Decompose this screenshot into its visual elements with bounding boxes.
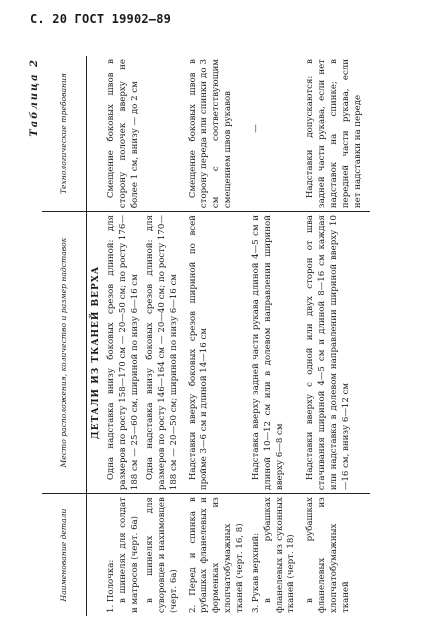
- item-title: 2. Перед и спинка в рубашках фланелевых и форменках из хлопчатобумажных тканей (черт. 16, 8): [187, 497, 245, 613]
- item-title: 1. Полочка:: [106, 559, 117, 613]
- cell-placement: [303, 212, 369, 494]
- column-header-name: Наименование детали: [42, 494, 87, 616]
- requirements-table: [42, 56, 370, 616]
- table-row: [303, 56, 369, 616]
- requirement-text: Надставки допускаются: в задней части рукава, если нет надставок на спинке; в передней части рукава, если нет надставки на переде: [305, 59, 363, 209]
- cell-requirements: [104, 56, 185, 212]
- table-header-row: [42, 56, 87, 616]
- section-title: ДЕТАЛИ ИЗ ТКАНЕЙ ВЕРХА: [87, 212, 105, 494]
- cell-name: [303, 494, 369, 616]
- section-row: [87, 56, 105, 616]
- cell-name: [249, 494, 303, 616]
- placement-text: Надставки вверху боковых срезов шириной по всей пройме 3—6 см и длиной 14—16 см: [187, 215, 210, 491]
- requirement-dash: —: [250, 124, 261, 133]
- requirement-text: Смещение боковых швов в сторону полочек вверху не более 1 см, внизу — до 2 см: [106, 59, 141, 209]
- cell-requirements: [303, 56, 369, 212]
- column-header-placement: Место расположения, количество и размер надставок: [42, 212, 87, 494]
- placement-text: Надставка вверху задней части рукава длиной 4—5 см и длиной 10—12 см или в долевом направлении шириной вверху 6—8 см: [250, 215, 285, 491]
- item-subtitle: в рубашках фланелевых из суконных тканей (черт. 18): [262, 497, 297, 613]
- item-subtitle: в шинелях для суворовцев и нахимовцев (черт. 6а): [144, 497, 179, 613]
- item-subtitle: в рубашках фланелевых из хлопчатобумажных тканей: [305, 497, 351, 613]
- table-row: [186, 56, 249, 616]
- column-header-requirements: Технологические требования: [42, 56, 87, 212]
- placement-text: Одна надставка внизу боковых срезов длиной: для размеров по росту 158—170 см — 20—50 см; по росту 176—188 см — 25—60 см, шириной по низу 6—16 см: [106, 215, 141, 491]
- cell-requirements: [249, 56, 303, 212]
- cell-name: [104, 494, 185, 616]
- table-row: [249, 56, 303, 616]
- table-title: Таблица 2: [29, 58, 40, 137]
- item-subtitle: в шинелях для солдат и матросов (черт. 6а): [118, 497, 141, 613]
- cell-placement: [186, 212, 249, 494]
- cell-placement: [249, 212, 303, 494]
- item-title: 3. Рукав верхний:: [250, 532, 261, 613]
- table-row: [104, 56, 185, 616]
- cell-placement: [104, 212, 185, 494]
- page-header: С. 20 ГОСТ 19902—89: [30, 12, 172, 26]
- placement-text: Одна надставка внизу боковых срезов длиной: для размеров по росту 146—164 см — 20—40 см; по росту 170—188 см — 20—50 см; шириной по низу 6—16 см: [144, 215, 179, 491]
- placement-text: Надставки вверху с одной или двух сторон от шва стачивания шириной 4—5 см и длиной 8—16 см каждая или надставка в долевом направлении шириной вверху 10—16 см, внизу 6—12 см: [305, 215, 351, 491]
- cell-name: [186, 494, 249, 616]
- cell-requirements: [186, 56, 249, 212]
- rotated-table-block: [26, 56, 406, 616]
- requirement-text: Смещение боковых швов в сторону переда или спинки до 3 см с соответствующим смещением швов рукавов: [187, 59, 234, 209]
